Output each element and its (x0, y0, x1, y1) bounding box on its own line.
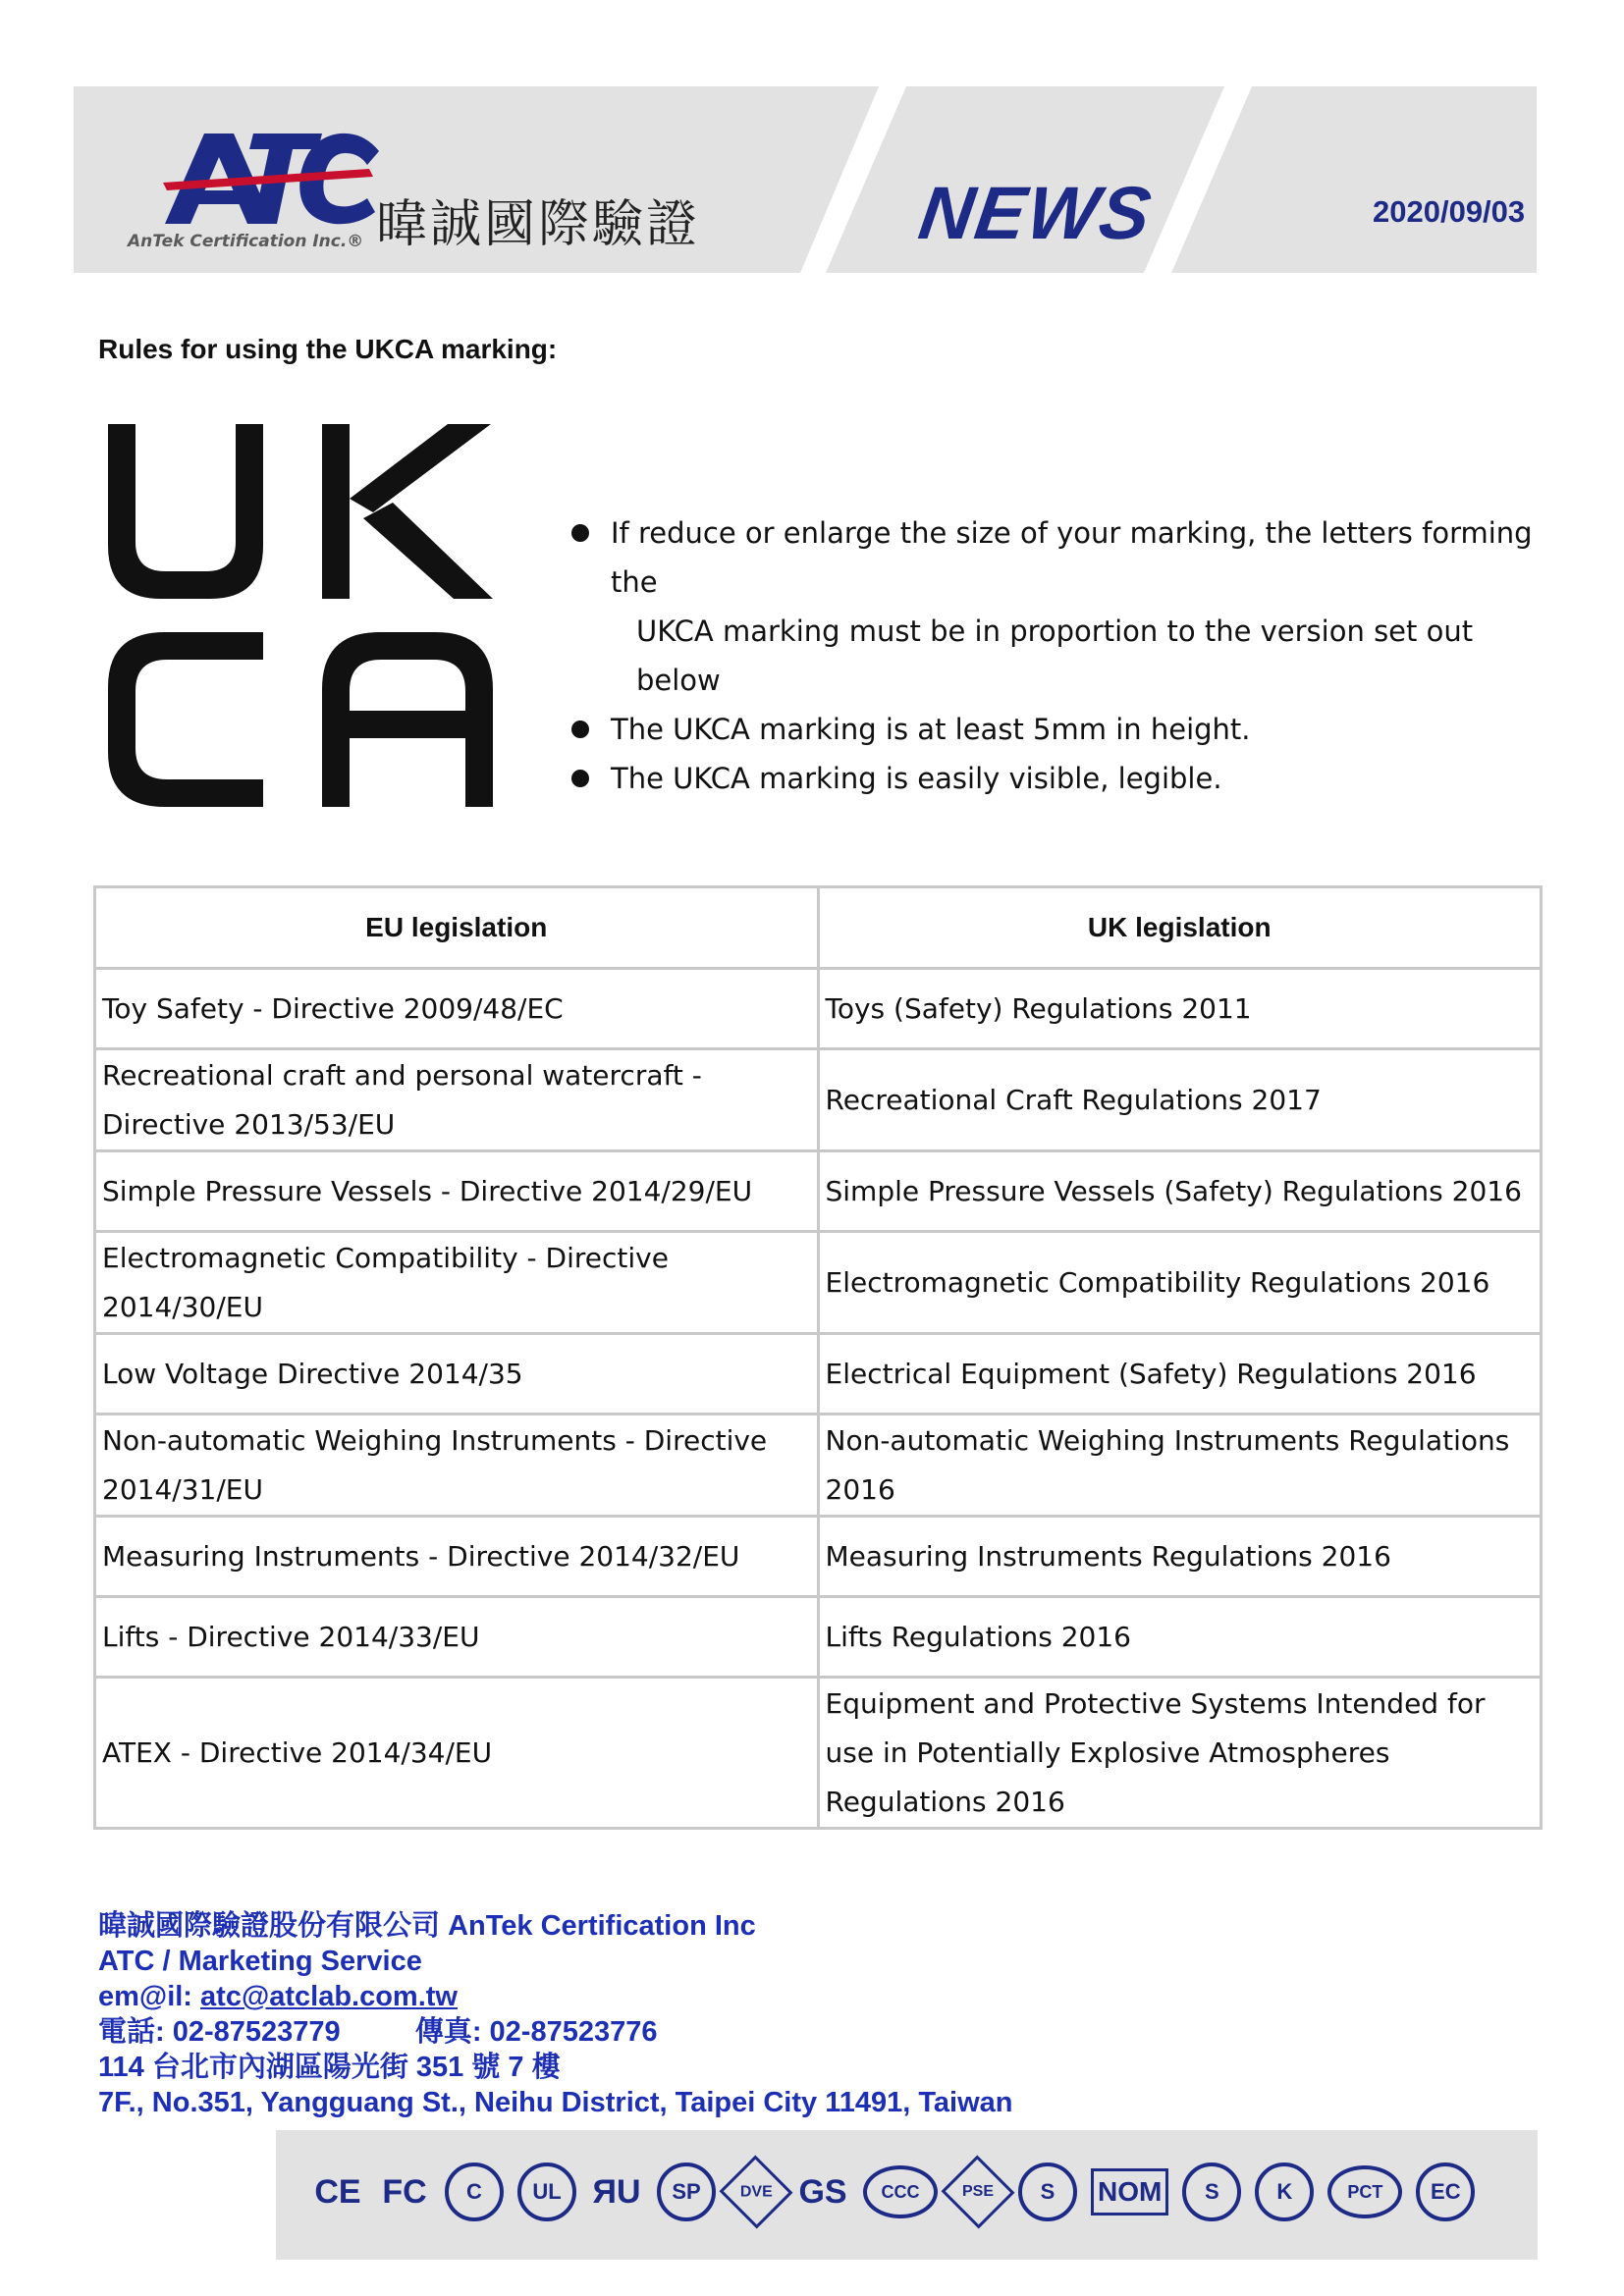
table-row (95, 1232, 1542, 1334)
bullet-icon (571, 770, 589, 787)
ul-mark-icon (517, 2163, 576, 2221)
eu-cell: Non-automatic Weighing Instruments - Directive 2014/31/EU (95, 1415, 819, 1517)
footer-email-line (98, 1979, 1013, 2014)
table-row (95, 1678, 1542, 1829)
ccc-mark-icon-label: CCC (881, 2181, 920, 2202)
uk-cell: Electromagnetic Compatibility Regulations 2016 (818, 1232, 1542, 1334)
company-name-en: AnTek Certification Inc (448, 1910, 756, 1942)
ur-mark-icon (590, 2160, 643, 2224)
pct-mark-icon (1327, 2165, 1402, 2218)
csa-mark-icon-label: SP (672, 2179, 701, 2204)
uk-cell: Equipment and Protective Systems Intended for use in Potentially Explosive Atmospheres Regulations 2016 (818, 1678, 1542, 1829)
c-mark-icon-label: C (466, 2179, 482, 2204)
ukca-mark-icon (108, 424, 493, 807)
department: ATC / Marketing Service (98, 1946, 422, 1977)
table-row (95, 1334, 1542, 1415)
footer-phone-line (98, 2014, 1013, 2050)
email-link[interactable]: atc@atclab.com.tw (200, 1981, 458, 2012)
table-row (95, 1415, 1542, 1517)
eu-cell: Recreational craft and personal watercraft - Directive 2013/53/EU (95, 1049, 819, 1151)
rule-text: The UKCA marking is at least 5mm in height. (611, 713, 1251, 746)
fax-number: 02-87523776 (489, 2016, 658, 2048)
fax-label: 傳真: (414, 2016, 482, 2048)
phone-label: 電話: (98, 2016, 165, 2048)
header-banner (74, 86, 1537, 273)
gs-mark-icon-label: GS (798, 2172, 847, 2211)
uk-cell: Electrical Equipment (Safety) Regulations 2016 (818, 1334, 1542, 1415)
csa-mark-icon (657, 2163, 716, 2221)
address-cn: 114 台北市內湖區陽光街 351 號 7 樓 (98, 2052, 561, 2083)
nom-mark-icon-label: NOM (1098, 2176, 1163, 2207)
uk-cell: Non-automatic Weighing Instruments Regulations 2016 (818, 1415, 1542, 1517)
gs-mark-icon (796, 2160, 849, 2224)
eu-cell: Electromagnetic Compatibility - Directive 2014/30/EU (95, 1232, 819, 1334)
certification-marks-strip (276, 2130, 1538, 2260)
certification-marks-row (311, 2160, 1475, 2224)
bullet-icon (571, 721, 589, 738)
s2-mark-icon-label: S (1204, 2179, 1219, 2204)
ccc-mark-icon (863, 2165, 938, 2218)
ce-mark-icon (311, 2160, 364, 2224)
legislation-table (93, 885, 1543, 1830)
k-mark-icon (1255, 2163, 1314, 2221)
logo-subtitle: AnTek Certification Inc.® (128, 232, 364, 251)
logo-chinese-name: 暐誠國際驗證 (376, 195, 701, 254)
s2-mark-icon (1182, 2163, 1241, 2221)
rule-item (568, 705, 1549, 754)
company-name-cn: 暐誠國際驗證股份有限公司 (98, 1910, 441, 1942)
rule-text-continued: UKCA marking must be in proportion to the version set out below (636, 614, 1474, 697)
pse-mark-icon (942, 2156, 1015, 2229)
fcc-mark-icon (378, 2160, 431, 2224)
efc-mark-icon-label: EC (1431, 2179, 1461, 2204)
footer-contact (98, 1908, 1013, 2120)
table-row (95, 1597, 1542, 1678)
efc-mark-icon (1416, 2163, 1475, 2221)
uk-cell: Simple Pressure Vessels (Safety) Regulations 2016 (818, 1151, 1542, 1232)
phone-number: 02-87523779 (172, 2016, 341, 2048)
news-label: NEWS (914, 172, 1158, 255)
table-row (95, 969, 1542, 1049)
table-row (95, 1151, 1542, 1232)
news-date: 2020/09/03 (1373, 194, 1526, 229)
uk-cell: Toys (Safety) Regulations 2011 (818, 969, 1542, 1049)
uk-cell: Lifts Regulations 2016 (818, 1597, 1542, 1678)
eu-cell: Simple Pressure Vessels - Directive 2014/29/EU (95, 1151, 819, 1232)
c-mark-icon (445, 2163, 504, 2221)
email-label: em@il: (98, 1981, 192, 2012)
k-mark-icon-label: K (1276, 2179, 1293, 2204)
pse-mark-icon-label: PSE (961, 2182, 995, 2200)
rules-list (568, 508, 1549, 803)
eu-cell: Lifts - Directive 2014/33/EU (95, 1597, 819, 1678)
uk-cell: Measuring Instruments Regulations 2016 (818, 1517, 1542, 1597)
table-header-row (95, 887, 1542, 969)
vde-mark-icon (720, 2156, 793, 2229)
bullet-icon (571, 524, 589, 542)
nom-mark-icon (1091, 2168, 1168, 2216)
column-header-uk: UK legislation (818, 887, 1542, 969)
eu-cell: Toy Safety - Directive 2009/48/EC (95, 969, 819, 1049)
eu-cell: Low Voltage Directive 2014/35 (95, 1334, 819, 1415)
vde-mark-icon-label: DVE (739, 2183, 773, 2200)
s-mark-icon (1018, 2163, 1077, 2221)
ce-mark-icon-label: CE (314, 2172, 361, 2211)
ul-mark-icon-label: UL (532, 2179, 562, 2204)
table-row (95, 1517, 1542, 1597)
pct-mark-icon-label: PCT (1347, 2181, 1383, 2202)
address-en: 7F., No.351, Yangguang St., Neihu District, Taipei City 11491, Taiwan (98, 2087, 1013, 2118)
fcc-mark-icon-label: FC (382, 2172, 427, 2211)
s-mark-icon-label: S (1040, 2179, 1056, 2204)
eu-cell: ATEX - Directive 2014/34/EU (95, 1678, 819, 1829)
uk-cell: Recreational Craft Regulations 2017 (818, 1049, 1542, 1151)
ur-mark-icon-label: ЯU (592, 2172, 641, 2211)
section-title: Rules for using the UKCA marking: (98, 334, 558, 364)
column-header-eu: EU legislation (95, 887, 819, 969)
rule-text: The UKCA marking is easily visible, legible. (611, 762, 1222, 795)
rule-text: If reduce or enlarge the size of your marking, the letters forming the (611, 516, 1533, 599)
footer-company-line (98, 1908, 1013, 1944)
atc-logo-icon (157, 126, 383, 234)
rule-item (568, 754, 1549, 803)
table-row (95, 1049, 1542, 1151)
eu-cell: Measuring Instruments - Directive 2014/32/EU (95, 1517, 819, 1597)
rule-item (568, 508, 1549, 705)
